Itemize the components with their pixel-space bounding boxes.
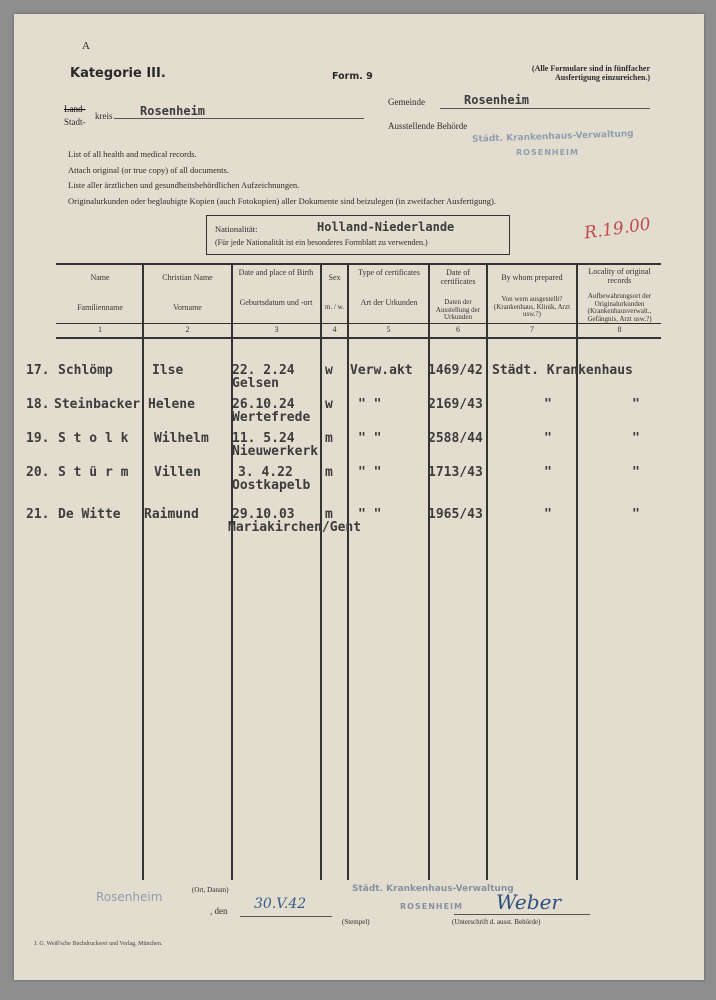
table-header-rule <box>56 323 661 324</box>
nationality-value: Holland-Niederlande <box>317 220 455 234</box>
col4-en: Sex <box>328 273 341 282</box>
col6-en: Date of certificates <box>440 268 476 286</box>
prepared-by: " <box>544 431 552 446</box>
gemeinde-value: Rosenheim <box>464 93 530 107</box>
copies-instruction <box>484 64 650 82</box>
col-divider-1 <box>142 263 144 880</box>
copies-instruction-line1: (Alle Formulare sind in fünffacher <box>531 64 650 73</box>
instruction-1: List of all health and medical records. <box>68 149 197 159</box>
row-number: 21. <box>26 507 50 522</box>
col1-num: 1 <box>98 325 102 334</box>
col6-de: Daten der Ausstellung der Urkunden <box>435 298 481 322</box>
first-name: Helene <box>148 397 195 412</box>
col7-en: By whom prepared <box>501 273 563 282</box>
cert-date: 2169/43 <box>428 397 483 412</box>
col8-en: Locality of original records <box>588 267 651 285</box>
place-stamp: Rosenheim <box>96 890 163 904</box>
first-name: Villen <box>154 465 201 480</box>
col4-num: 4 <box>332 325 337 334</box>
col-divider-3 <box>320 263 322 880</box>
date-underline <box>240 916 332 917</box>
cert-date: 2588/44 <box>428 431 483 446</box>
behoerde-stamp-line2: ROSENHEIM <box>516 148 579 157</box>
nationality-box <box>206 215 510 255</box>
col3-num: 3 <box>274 325 279 334</box>
row-number: 19. <box>26 431 50 446</box>
corner-mark: A <box>82 40 90 52</box>
instructions-block <box>68 147 496 209</box>
birth-date: 3. 4.22 <box>238 465 293 480</box>
copies-instruction-line2: Ausfertigung einzureichen.) <box>555 73 650 82</box>
col2-en: Christian Name <box>162 273 213 282</box>
stempel-label: (Stempel) <box>342 918 370 926</box>
col5-num: 5 <box>386 325 391 334</box>
col7-de: Von wem ausgestellt? (Krankenhaus, Klinik, Arzt usw.?) <box>493 295 571 319</box>
col3-en: Date and place of Birth <box>238 268 314 277</box>
col-divider-2 <box>231 263 233 880</box>
birth-place: Oostkapelb <box>232 478 311 493</box>
row-number: 17. <box>26 363 50 378</box>
prepared-by: " <box>544 397 552 412</box>
birth-date: 26.10.24 <box>232 397 295 412</box>
locality: " <box>632 507 640 522</box>
col8-de: Aufbewahrungsort der Originalurkunden (Krankenhausverwalt., Gefängnis, Arzt usw.?) <box>587 292 652 324</box>
signature: Weber <box>496 890 561 914</box>
table-number-rule <box>56 337 661 339</box>
prepared-by: " <box>544 507 552 522</box>
col1-en: Name <box>90 273 110 282</box>
col2-de: Vorname <box>173 303 202 312</box>
family-name: Schlömp <box>58 363 113 378</box>
kategorie-title: Kategorie III. <box>70 66 166 81</box>
col-divider-6 <box>486 263 488 880</box>
signature-stamp-line1: Städt. Krankenhaus-Verwaltung <box>352 884 514 894</box>
cert-type: " " <box>358 397 382 412</box>
col7-num: 7 <box>530 325 534 334</box>
col1-de: Familienname <box>77 303 123 312</box>
kreis-value: Rosenheim <box>140 104 206 118</box>
sex: m <box>325 465 333 480</box>
row-number: 20. <box>26 465 50 480</box>
gemeinde-label: Gemeinde <box>388 97 425 107</box>
instruction-4: Originalurkunden oder beglaubigte Kopien (auch Fotokopien) aller Dokumente sind beizulegen (in zweifacher Ausfertigung). <box>68 195 496 206</box>
cert-type: " " <box>358 465 382 480</box>
cert-date: 1469/42 <box>428 363 483 378</box>
cert-type: " " <box>358 507 382 522</box>
birth-place: Wertefrede <box>232 410 311 425</box>
birth-place: Mariakirchen/Gent <box>228 520 362 535</box>
instruction-2: Attach original (or true copy) of all documents. <box>68 164 229 175</box>
kreis-underline <box>114 118 364 119</box>
landkreis-struck: Land- <box>64 104 86 114</box>
family-name: S t o l k <box>58 431 129 446</box>
unterschrift-label: (Unterschrift d. ausst. Behörde) <box>452 918 541 926</box>
col-divider-5 <box>428 263 430 880</box>
col4-de: m. / w. <box>325 303 344 311</box>
date-handwritten: 30.V.42 <box>254 896 307 912</box>
cert-type: " " <box>358 431 382 446</box>
kreis-label: kreis <box>95 111 113 121</box>
first-name: Raimund <box>144 507 199 522</box>
sex: w <box>325 397 333 412</box>
instruction-3: Liste aller ärztlichen und gesundheitsbehördlichen Aufzeichnungen. <box>68 180 300 190</box>
locality: " <box>632 465 640 480</box>
den-label: , den <box>210 906 228 916</box>
first-name: Ilse <box>152 363 184 378</box>
col5-de: Art der Urkunden <box>360 298 418 307</box>
locality: " <box>632 431 640 446</box>
pencil-annotation: R.19.00 <box>582 214 652 244</box>
col6-num: 6 <box>456 325 460 334</box>
col5-en: Type of certificates <box>358 268 420 277</box>
signature-underline <box>454 914 590 915</box>
sex: w <box>325 363 333 378</box>
birth-date: 11. 5.24 <box>232 431 295 446</box>
birth-date: 22. 2.24 <box>232 363 295 378</box>
sex: m <box>325 431 333 446</box>
col-divider-4 <box>347 263 349 880</box>
form-number: Form. 9 <box>332 71 373 82</box>
cert-date: 1713/43 <box>428 465 483 480</box>
sex: m <box>325 507 333 522</box>
col3-de: Geburtsdatum und -ort <box>239 298 313 307</box>
nationality-label: Nationalität: <box>215 224 258 234</box>
col2-num: 2 <box>185 325 190 334</box>
birth-place: Nieuwerkerk <box>232 444 319 459</box>
col-divider-7 <box>576 263 578 880</box>
cert-date: 1965/43 <box>428 507 483 522</box>
first-name: Wilhelm <box>154 431 209 446</box>
table-top-rule <box>56 263 661 265</box>
gemeinde-underline <box>440 108 650 109</box>
stadt-label: Stadt- <box>64 117 86 127</box>
ort-datum-label: (Ort, Datum) <box>192 886 229 894</box>
printer-imprint: J. G. Weiß'sche Buchdruckerei und Verlag, München. <box>34 941 163 947</box>
nationality-note: (Für jede Nationalität ist ein besonderes Formblatt zu verwenden.) <box>215 238 428 247</box>
family-name: S t ü r m <box>58 465 129 480</box>
birth-date: 29.10.03 <box>232 507 295 522</box>
signature-stamp-line2: ROSENHEIM <box>400 902 463 911</box>
prepared-by: " <box>544 465 552 480</box>
family-name: De Witte <box>58 507 121 522</box>
locality: " <box>632 397 640 412</box>
behoerde-label: Ausstellende Behörde <box>388 121 468 131</box>
row-number: 18. <box>26 397 50 412</box>
form-sheet <box>14 14 704 980</box>
behoerde-stamp-line1: Städt. Krankenhaus-Verwaltung <box>471 129 634 145</box>
birth-place: Gelsen <box>232 376 279 391</box>
col8-num: 8 <box>617 325 622 334</box>
prepared-by: Städt. Krankenhaus <box>492 363 633 378</box>
cert-type: Verw.akt <box>350 363 413 378</box>
family-name: Steinbacker <box>54 397 141 412</box>
